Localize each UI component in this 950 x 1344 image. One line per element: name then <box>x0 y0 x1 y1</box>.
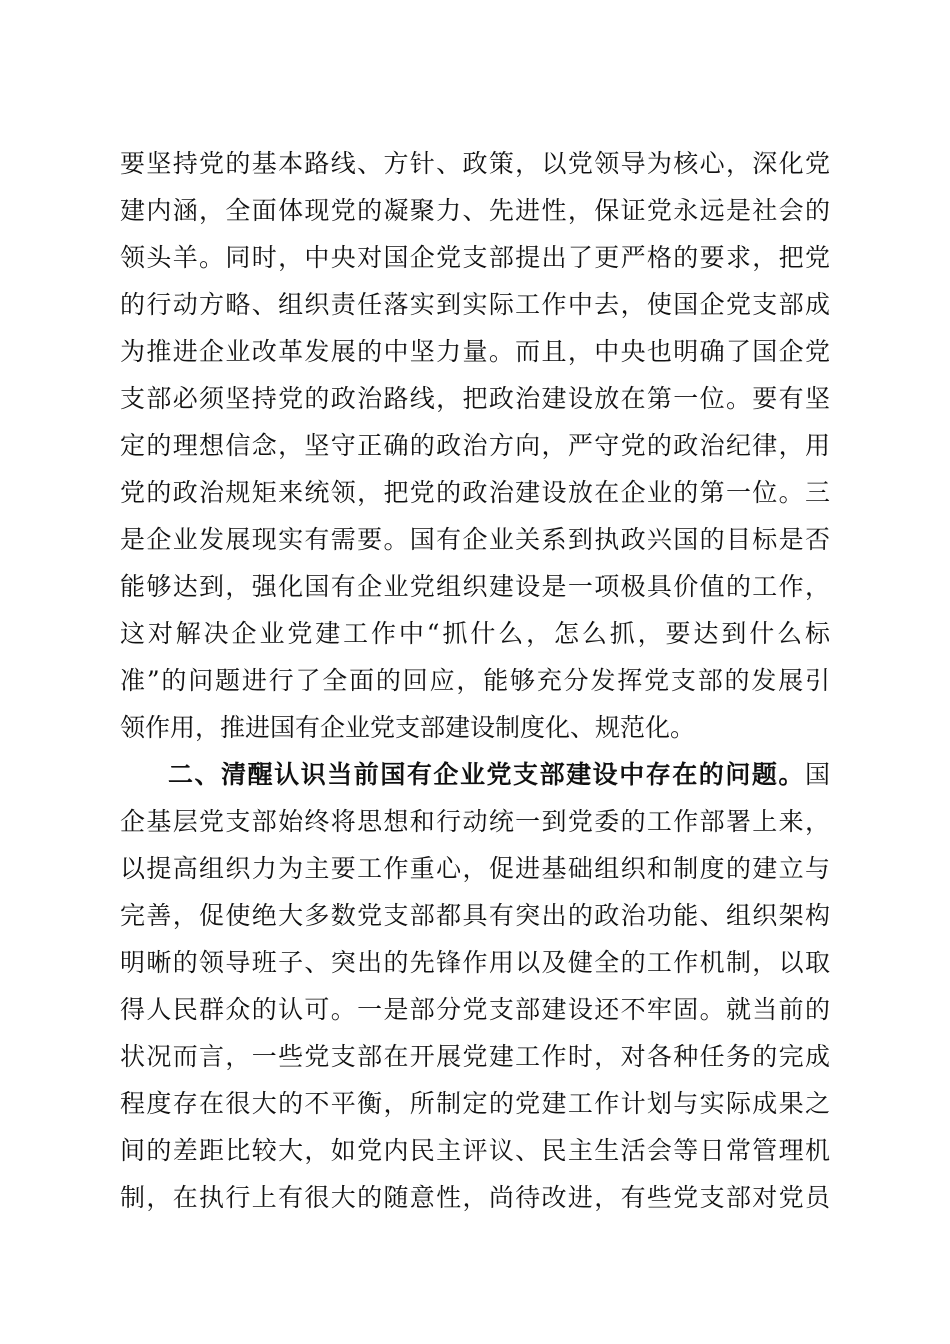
text-line: 明晰的领导班子、突出的先锋作用以及健全的工作机制，以取 <box>120 948 830 977</box>
text-line: 制，在执行上有很大的随意性，尚待改进，有些党支部对党员 <box>120 1183 830 1212</box>
text-line: 党的政治规矩来统领，把党的政治建设放在企业的第一位。三 <box>120 478 830 507</box>
text-line: 以提高组织力为主要工作重心，促进基础组织和制度的建立与 <box>120 854 830 883</box>
section-heading: 二、清醒认识当前国有企业党支部建设中存在的问题。 <box>168 760 805 789</box>
section-heading-line <box>120 751 830 798</box>
text-line: 得人民群众的认可。一是部分党支部建设还不牢固。就当前的 <box>120 995 830 1024</box>
text-line: 准”的问题进行了全面的回应，能够充分发挥党支部的发展引 <box>120 666 830 695</box>
text-line: 这对解决企业党建工作中“抓什么，怎么抓，要达到什么标 <box>120 619 830 648</box>
text-line: 支部必须坚持党的政治路线，把政治建设放在第一位。要有坚 <box>120 384 830 413</box>
text-line: 的行动方略、组织责任落实到实际工作中去，使国企党支部成 <box>120 290 830 319</box>
text-line: 领作用，推进国有企业党支部建设制度化、规范化。 <box>120 713 696 742</box>
text-line: 是企业发展现实有需要。国有企业关系到执政兴国的目标是否 <box>120 525 830 554</box>
text-line: 建内涵，全面体现党的凝聚力、先进性，保证党永远是社会的 <box>120 196 830 225</box>
text-line: 领头羊。同时，中央对国企党支部提出了更严格的要求，把党 <box>120 243 830 272</box>
text-line: 完善，促使绝大多数党支部都具有突出的政治功能、组织架构 <box>120 901 830 930</box>
text-line: 能够达到，强化国有企业党组织建设是一项极具价值的工作， <box>120 572 830 601</box>
paragraph-1 <box>120 140 830 751</box>
text-line: 间的差距比较大，如党内民主评议、民主生活会等日常管理机 <box>120 1136 830 1165</box>
text-line: 程度存在很大的不平衡，所制定的党建工作计划与实际成果之 <box>120 1089 830 1118</box>
heading-line-text: 国 <box>804 760 830 789</box>
text-line: 状况而言，一些党支部在开展党建工作时，对各种任务的完成 <box>120 1042 830 1071</box>
text-line: 要坚持党的基本路线、方针、政策，以党领导为核心，深化党 <box>120 149 830 178</box>
paragraph-2 <box>120 751 830 1221</box>
text-line: 定的理想信念，坚守正确的政治方向，严守党的政治纪律，用 <box>120 431 830 460</box>
text-line: 企基层党支部始终将思想和行动统一到党委的工作部署上来， <box>120 807 830 836</box>
text-line: 为推进企业改革发展的中坚力量。而且，中央也明确了国企党 <box>120 337 830 366</box>
body-text <box>120 140 830 1221</box>
